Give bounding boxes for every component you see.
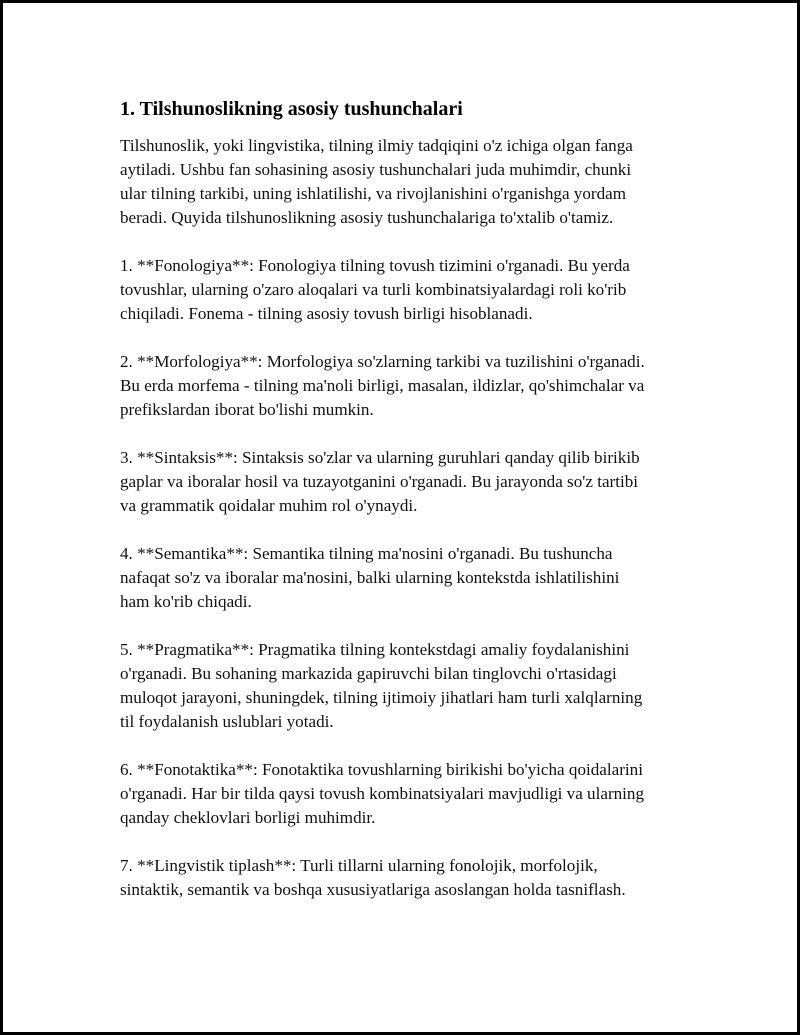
text-line: o'rganadi. Har bir tilda qaysi tovush kombinatsiyalari mavjudligi va ularning: [120, 784, 645, 803]
text-line: chiqiladi. Fonema - tilning asosiy tovush birligi hisoblanadi.: [120, 304, 533, 323]
text-line: gaplar va iboralar hosil va tuzayotganini o'rganadi. Bu jarayonda so'z tartibi: [120, 472, 639, 491]
text-line: ham ko'rib chiqadi.: [120, 592, 252, 611]
text-line: Bu erda morfema - tilning ma'noli birligi, masalan, ildizlar, qo'shimchalar va: [120, 376, 645, 395]
text-line: tovushlar, ularning o'zaro aloqalari va turli kombinatsiyalardagi roli ko'rib: [120, 280, 627, 299]
pragmatika-paragraph: [120, 638, 710, 734]
text-line: muloqot jarayoni, shuningdek, tilning ijtimoiy jihatlari ham turli xalqlarning: [120, 688, 643, 707]
text-line: beradi. Quyida tilshunoslikning asosiy tushunchalariga to'xtalib o'tamiz.: [120, 208, 614, 227]
text-line: 1. **Fonologiya**: Fonologiya tilning tovush tizimini o'rganadi. Bu yerda: [120, 256, 630, 275]
fonologiya-paragraph: [120, 254, 710, 326]
document-body: [120, 95, 710, 926]
text-line: 4. **Semantika**: Semantika tilning ma'nosini o'rganadi. Bu tushuncha: [120, 544, 613, 563]
text-line: nafaqat so'z va iboralar ma'nosini, balki ularning kontekstda ishlatilishini: [120, 568, 620, 587]
text-line: Tilshunoslik, yoki lingvistika, tilning ilmiy tadqiqini o'z ichiga olgan fanga: [120, 136, 633, 155]
text-line: va grammatik qoidalar muhim rol o'ynaydi.: [120, 496, 418, 515]
text-line: 5. **Pragmatika**: Pragmatika tilning kontekstdagi amaliy foydalanishini: [120, 640, 630, 659]
fonotaktika-paragraph: [120, 758, 710, 830]
text-line: o'rganadi. Bu sohaning markazida gapiruvchi bilan tinglovchi o'rtasidagi: [120, 664, 617, 683]
text-line: prefikslardan iborat bo'lishi mumkin.: [120, 400, 374, 419]
text-line: 6. **Fonotaktika**: Fonotaktika tovushlarning birikishi bo'yicha qoidalarini: [120, 760, 643, 779]
lingvistik-tiplash-paragraph: [120, 854, 710, 902]
text-line: 7. **Lingvistik tiplash**: Turli tillarni ularning fonolojik, morfolojik,: [120, 856, 598, 875]
section-title: 1. Tilshunoslikning asosiy tushunchalari: [120, 98, 463, 120]
text-line: sintaktik, semantik va boshqa xususiyatlariga asoslangan holda tasniflash.: [120, 880, 626, 899]
text-line: qanday cheklovlari borligi muhimdir.: [120, 808, 376, 827]
morfologiya-paragraph: [120, 350, 710, 422]
intro-paragraph: [120, 134, 710, 230]
semantika-paragraph: [120, 542, 710, 614]
text-line: 2. **Morfologiya**: Morfologiya so'zlarning tarkibi va tuzilishini o'rganadi.: [120, 352, 645, 371]
text-line: 3. **Sintaksis**: Sintaksis so'zlar va ularning guruhlari qanday qilib birikib: [120, 448, 640, 467]
text-line: ular tilning tarkibi, uning ishlatilishi, va rivojlanishini o'rganishga yordam: [120, 184, 627, 203]
text-line: aytiladi. Ushbu fan sohasining asosiy tushunchalari juda muhimdir, chunki: [120, 160, 632, 179]
text-line: til foydalanish uslublari yotadi.: [120, 712, 334, 731]
sintaksis-paragraph: [120, 446, 710, 518]
